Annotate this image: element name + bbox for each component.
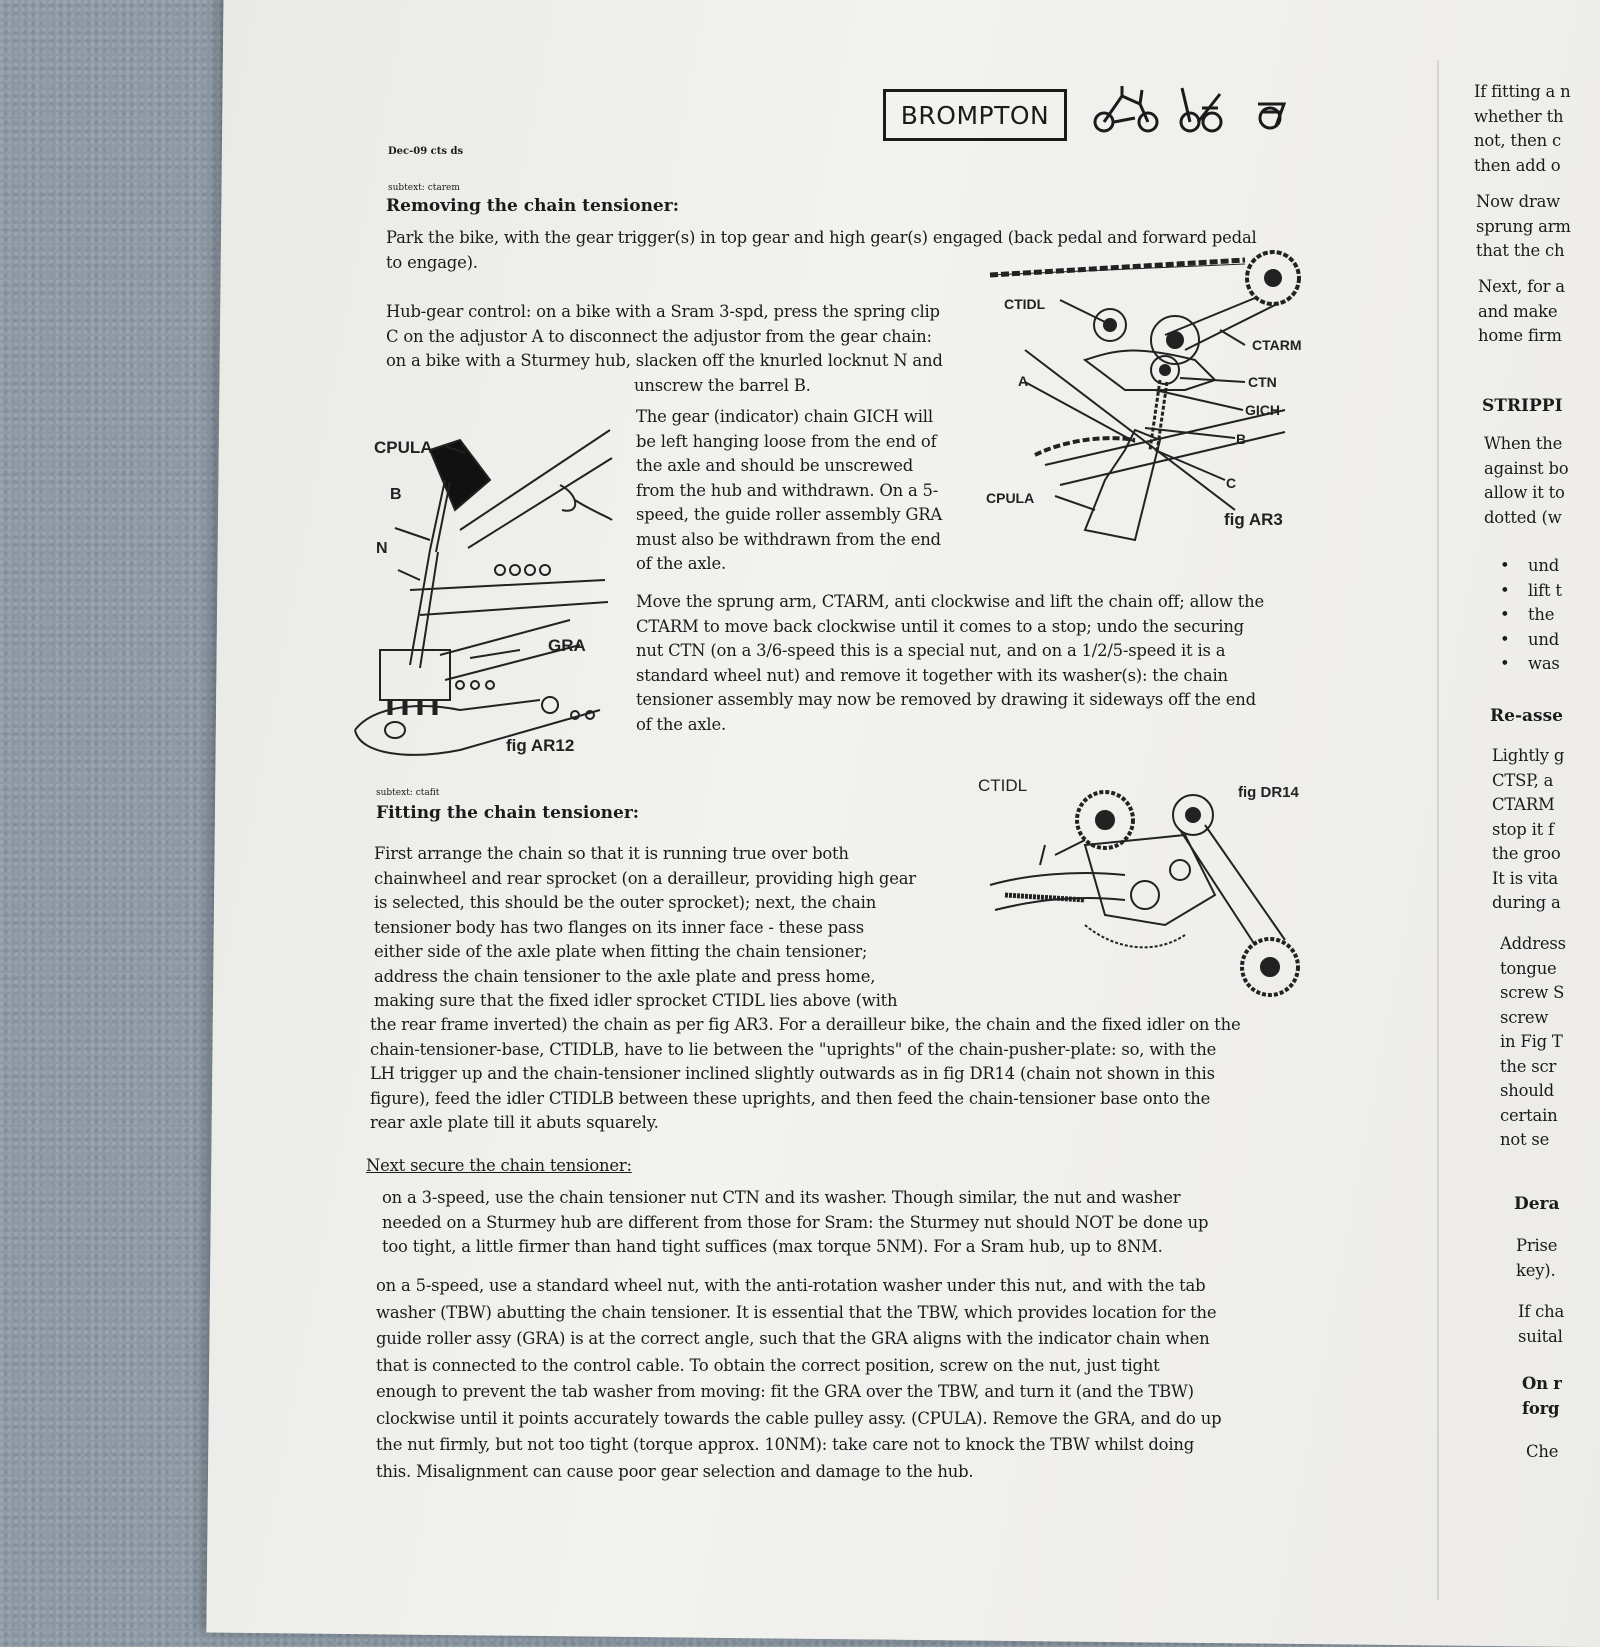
right-column-when: When the against bo allow it to dotted (w — [1484, 434, 1569, 527]
right-heading-stripping: STRIPPI — [1482, 396, 1563, 416]
heading-fitting: Fitting the chain tensioner: — [376, 803, 640, 823]
figure-ar3-drawing — [985, 250, 1315, 550]
bullet-item: • und — [1494, 628, 1600, 653]
right-heading-reassembly: Re-asse — [1490, 706, 1563, 726]
heading-secure: Next secure the chain tensioner: — [366, 1156, 632, 1175]
right-column-top: If fitting a n whether th not, then c then add o — [1474, 82, 1571, 175]
right-column-now: Now draw sprung arm that the ch — [1476, 192, 1571, 260]
label-b-ar12: B — [390, 486, 402, 503]
right-column-che: Che — [1526, 1442, 1559, 1461]
heading-removing: Removing the chain tensioner: — [386, 196, 679, 216]
right-column-bullets — [1494, 554, 1600, 677]
brompton-logo: BROMPTON — [883, 89, 1067, 141]
secure-3-speed: on a 3-speed, use the chain tensioner nut CTN and its washer. Though similar, the nut and washer needed on a Sturmey hub are different from those for Sram: the Sturmey nut should NOT be done up too tight, a little firmer than hand tight suffices (max torque 5NM). For a Sram hub, up to 8NM. — [382, 1188, 1209, 1256]
page-fold — [1437, 60, 1439, 1600]
right-column-onr: On r forg — [1522, 1374, 1562, 1418]
right-heading-derailleur: Dera — [1514, 1194, 1560, 1214]
caption-fig-ar3: fig AR3 — [1224, 510, 1283, 529]
label-cpula-ar12: CPULA — [374, 438, 433, 457]
caption-fig-dr14: fig DR14 — [1238, 784, 1299, 801]
label-cpula-ar3: CPULA — [986, 490, 1035, 506]
figure-ar12-drawing — [350, 410, 620, 770]
label-ctidl-dr14: CTIDL — [978, 776, 1028, 795]
fitting-paragraph-2: the rear frame inverted) the chain as per fig AR3. For a derailleur bike, the chain and the fixed idler on the chain-tensioner-base, CTIDLB, have to lie between the "uprights" of the chain-pusher-plate: so, with the LH trigger up and the chain-tensioner inclined slightly outwards as in fig DR14 (chain not shown in this figure), feed the idler CTIDLB between these uprights, and then feed the chain-tensioner base onto the rear axle plate till it abuts squarely. — [370, 1015, 1241, 1132]
right-column-lightly: Lightly g CTSP, a CTARM stop it f the groo It is vita during a — [1492, 746, 1565, 912]
section-code-1: subtext: ctarem — [388, 183, 460, 193]
removing-paragraph-3: The gear (indicator) chain GICH will be left hanging loose from the end of the axle and should be unscrewed from the hub and withdrawn. On a 5- speed, the guide roller assembly GRA must also be withdrawn from the end of the axle. — [636, 407, 943, 573]
removing-paragraph-1: Park the bike, with the gear trigger(s) in top gear and high gear(s) engaged (back pedal and forward pedal to engage). — [386, 228, 1257, 272]
label-n-ar12: N — [376, 540, 388, 557]
bullet-item: • lift t — [1494, 579, 1600, 604]
bullet-cont: • was — [1494, 652, 1600, 677]
date-code: Dec-09 cts ds — [388, 146, 464, 157]
removing-paragraph-4: Move the sprung arm, CTARM, anti clockwise and lift the chain off; allow the CTARM to move back clockwise until it comes to a stop; undo the securing nut CTN (on a 3/6-speed this is a special nut, and on a 1/2/5-speed it is a standard wheel nut) and remove it together with its washer(s): the chain tensioner assembly may now be removed by drawing it sideways off the end of the axle. — [636, 592, 1265, 734]
right-column-ifcha: If cha suital — [1518, 1302, 1565, 1346]
section-code-2: subtext: ctafit — [376, 788, 440, 798]
label-ctidl-ar3: CTIDL — [1004, 296, 1046, 312]
bike-icons — [1090, 82, 1300, 142]
removing-paragraph-2: Hub-gear control: on a bike with a Sram 3-spd, press the spring clip C on the adjustor A to disconnect the adjustor from the gear chain: on a bike with a Sturmey hub, slacken off the knurled locknut N and unscrew the barrel B. — [386, 302, 943, 395]
right-column-next: Next, for a and make home firm — [1478, 277, 1565, 345]
fitting-paragraph-1: First arrange the chain so that it is running true over both chainwheel and rear sprocket (on a derailleur, providing high gear is selected, this should be the outer sprocket); next, the chain tensioner body has two flanges on its inner face - these pass either side of the axle plate when fitting the chain tensioner; address the chain tensioner to the axle plate and press home, making sure that the fixed idler sprocket CTIDL lies above (with — [374, 844, 916, 1010]
caption-fig-ar12: fig AR12 — [506, 736, 575, 755]
label-b-ar3: B — [1236, 431, 1247, 447]
label-a-ar3: A — [1018, 373, 1029, 389]
right-column-prise: Prise key). — [1516, 1236, 1558, 1280]
label-c-ar3: C — [1226, 475, 1237, 491]
secure-5-speed: on a 5-speed, use a standard wheel nut, with the anti-rotation washer under this nut, and with the tab washer (TBW) abutting the chain tensioner. It is essential that the TBW, which provides location for the guide roller assy (GRA) is at the correct angle, such that the GRA aligns with the indicator chain when that is connected to the control cable. To obtain the correct position, screw on the nut, just tight enough to prevent the tab washer from moving: fit the GRA over the TBW, and turn it (and the TBW) clockwise until it points accurately towards the cable pulley assy. (CPULA). Remove the GRA, and do up the nut firmly, but not too tight (torque approx. 10NM): take care not to knock the TBW whilst doing this. Misalignment can cause poor gear selection and damage to the hub. — [376, 1276, 1222, 1481]
right-column-address: Address tongue screw S screw in Fig T the scr should certain not se — [1500, 934, 1566, 1149]
label-gra-ar12: GRA — [548, 636, 586, 655]
bullet-cont: • the — [1494, 603, 1600, 628]
bullet-item: • und — [1494, 554, 1600, 579]
label-ctarm-ar3: CTARM — [1252, 337, 1302, 353]
label-ctn-ar3: CTN — [1248, 374, 1277, 390]
figure-dr14-drawing — [985, 775, 1315, 1015]
label-gich-ar3: GICH — [1245, 402, 1280, 418]
